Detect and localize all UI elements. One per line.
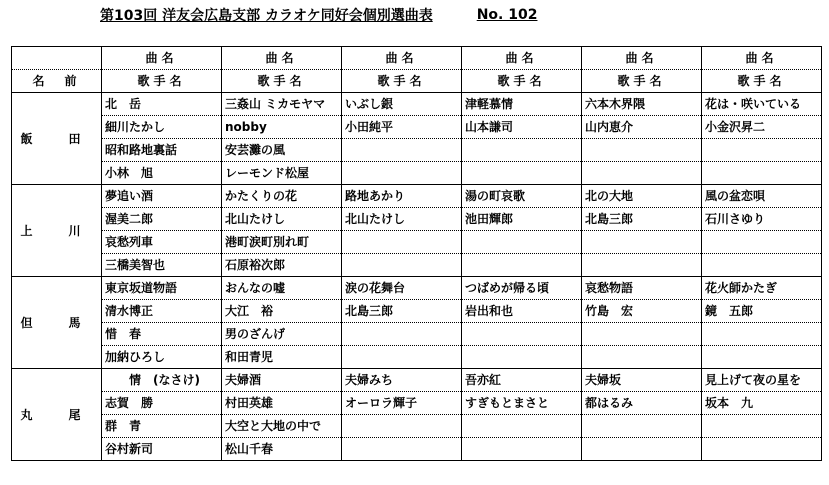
- singer-name-cell: 石川さゆり: [702, 208, 822, 231]
- document-title: 第103回 洋友会広島支部 カラオケ同好会個別選曲表: [100, 8, 433, 24]
- song-title-cell: 東京坂道物語: [102, 277, 222, 300]
- table-row: [12, 300, 822, 323]
- singer-name-cell: [582, 346, 702, 369]
- singer-name-cell: [702, 438, 822, 461]
- header-name-cell: 名 前: [12, 70, 102, 93]
- singer-name-cell: 山内恵介: [582, 116, 702, 139]
- song-title-cell: 哀愁物語: [582, 277, 702, 300]
- header-song-cell: 曲名: [222, 47, 342, 70]
- singer-name-cell: 三橋美智也: [102, 254, 222, 277]
- table-row: [12, 346, 822, 369]
- singer-name-cell: 鏡 五郎: [702, 300, 822, 323]
- document-title-row: [100, 4, 537, 26]
- song-title-cell: 花火師かたぎ: [702, 277, 822, 300]
- song-title-cell: [702, 139, 822, 162]
- singer-name-cell: [342, 254, 462, 277]
- song-title-cell: 夫婦みち: [342, 369, 462, 392]
- song-title-cell: 安芸灘の風: [222, 139, 342, 162]
- song-title-cell: [582, 231, 702, 254]
- song-title-cell: [702, 323, 822, 346]
- singer-name-cell: [702, 346, 822, 369]
- table-row: [12, 116, 822, 139]
- singer-name-cell: 細川たかし: [102, 116, 222, 139]
- header-blank-cell: [12, 47, 102, 70]
- singer-name-cell: 小田純平: [342, 116, 462, 139]
- song-title-cell: 花は・咲いている: [702, 93, 822, 116]
- singer-name-cell: 小林 旭: [102, 162, 222, 185]
- table-row: [12, 162, 822, 185]
- singer-name-cell: 小金沢昇二: [702, 116, 822, 139]
- table-row: [12, 277, 822, 300]
- singer-name-cell: 村田英雄: [222, 392, 342, 415]
- table-row: [12, 185, 822, 208]
- singer-name-cell: [462, 438, 582, 461]
- song-title-cell: かたくりの花: [222, 185, 342, 208]
- header-row-singer: [12, 70, 822, 93]
- header-song-cell: 曲名: [582, 47, 702, 70]
- song-title-cell: 津軽慕情: [462, 93, 582, 116]
- singer-name-cell: [702, 162, 822, 185]
- singer-name-cell: 松山千春: [222, 438, 342, 461]
- singer-name-cell: [462, 162, 582, 185]
- song-title-cell: 哀愁列車: [102, 231, 222, 254]
- singer-name-cell: [462, 254, 582, 277]
- singer-name-cell: 渥美二郎: [102, 208, 222, 231]
- header-singer-cell: 歌手名: [222, 70, 342, 93]
- song-title-cell: [702, 231, 822, 254]
- song-title-cell: 男のざんげ: [222, 323, 342, 346]
- singer-name-cell: 池田輝郎: [462, 208, 582, 231]
- song-title-cell: [582, 415, 702, 438]
- song-title-cell: 涙の花舞台: [342, 277, 462, 300]
- header-row-song: [12, 47, 822, 70]
- song-title-cell: 夫婦坂: [582, 369, 702, 392]
- song-title-cell: おんなの嘘: [222, 277, 342, 300]
- singer-name-cell: [342, 438, 462, 461]
- singer-name-cell: 坂本 九: [702, 392, 822, 415]
- singer-name-cell: 岩出和也: [462, 300, 582, 323]
- singer-name-cell: 北山たけし: [342, 208, 462, 231]
- member-name-cell: 丸 尾: [12, 369, 102, 461]
- singer-name-cell: 北山たけし: [222, 208, 342, 231]
- singer-name-cell: 志賀 勝: [102, 392, 222, 415]
- song-title-cell: [702, 415, 822, 438]
- song-title-cell: [342, 139, 462, 162]
- table-row: [12, 323, 822, 346]
- singer-name-cell: すぎもとまさと: [462, 392, 582, 415]
- singer-name-cell: レーモンド松屋: [222, 162, 342, 185]
- song-title-cell: 北の大地: [582, 185, 702, 208]
- song-title-cell: 大空と大地の中で: [222, 415, 342, 438]
- table-row: [12, 208, 822, 231]
- table-row: [12, 415, 822, 438]
- song-title-cell: つばめが帰る頃: [462, 277, 582, 300]
- singer-name-cell: [342, 162, 462, 185]
- song-title-cell: [342, 323, 462, 346]
- song-selection-table: [11, 46, 822, 461]
- singer-name-cell: 都はるみ: [582, 392, 702, 415]
- song-title-cell: [582, 139, 702, 162]
- song-title-cell: 吾亦紅: [462, 369, 582, 392]
- singer-name-cell: [582, 438, 702, 461]
- song-title-cell: 六本木界隈: [582, 93, 702, 116]
- song-title-cell: 三姦山 ミカモヤマ: [222, 93, 342, 116]
- singer-name-cell: 谷村新司: [102, 438, 222, 461]
- song-title-cell: [462, 415, 582, 438]
- singer-name-cell: 清水博正: [102, 300, 222, 323]
- singer-name-cell: [462, 346, 582, 369]
- table-row: [12, 369, 822, 392]
- member-name-cell: 上 川: [12, 185, 102, 277]
- song-title-cell: [462, 231, 582, 254]
- song-title-cell: 港町涙町別れ町: [222, 231, 342, 254]
- document-number: No. 102: [476, 7, 538, 23]
- singer-name-cell: [582, 254, 702, 277]
- song-title-cell: 群 青: [102, 415, 222, 438]
- singer-name-cell: [582, 162, 702, 185]
- singer-name-cell: 大江 裕: [222, 300, 342, 323]
- song-title-cell: [342, 231, 462, 254]
- member-name-cell: 飯 田: [12, 93, 102, 185]
- song-title-cell: [462, 139, 582, 162]
- singer-name-cell: 北島三郎: [582, 208, 702, 231]
- header-singer-cell: 歌手名: [102, 70, 222, 93]
- table-row: [12, 254, 822, 277]
- singer-name-cell: 山本謙司: [462, 116, 582, 139]
- table-row: [12, 139, 822, 162]
- song-title-cell: [462, 323, 582, 346]
- song-title-cell: 夫婦酒: [222, 369, 342, 392]
- singer-name-cell: 石原裕次郎: [222, 254, 342, 277]
- header-song-cell: 曲名: [462, 47, 582, 70]
- singer-name-cell: 加納ひろし: [102, 346, 222, 369]
- header-song-cell: 曲名: [102, 47, 222, 70]
- song-title-cell: 夢追い酒: [102, 185, 222, 208]
- singer-name-cell: 竹島 宏: [582, 300, 702, 323]
- singer-name-cell: オーロラ輝子: [342, 392, 462, 415]
- header-song-cell: 曲名: [702, 47, 822, 70]
- member-name-cell: 但 馬: [12, 277, 102, 369]
- header-singer-cell: 歌手名: [342, 70, 462, 93]
- table-row: [12, 231, 822, 254]
- header-singer-cell: 歌手名: [582, 70, 702, 93]
- header-singer-cell: 歌手名: [462, 70, 582, 93]
- table-row: [12, 392, 822, 415]
- singer-name-cell: 北島三郎: [342, 300, 462, 323]
- song-title-cell: 湯の町哀歌: [462, 185, 582, 208]
- singer-name-cell: 和田青児: [222, 346, 342, 369]
- song-title-cell: 惜 春: [102, 323, 222, 346]
- song-title-cell: 情 (なさけ): [102, 369, 222, 392]
- song-title-cell: [582, 323, 702, 346]
- song-title-cell: 見上げて夜の星を: [702, 369, 822, 392]
- singer-name-cell: [702, 254, 822, 277]
- singer-name-cell: nobby: [222, 116, 342, 139]
- header-singer-cell: 歌手名: [702, 70, 822, 93]
- song-title-cell: 路地あかり: [342, 185, 462, 208]
- song-title-cell: 昭和路地裏話: [102, 139, 222, 162]
- song-title-cell: [342, 415, 462, 438]
- song-title-cell: 北 岳: [102, 93, 222, 116]
- table-row: [12, 93, 822, 116]
- header-song-cell: 曲名: [342, 47, 462, 70]
- singer-name-cell: [342, 346, 462, 369]
- song-title-cell: いぶし銀: [342, 93, 462, 116]
- song-title-cell: 風の盆恋唄: [702, 185, 822, 208]
- table-row: [12, 438, 822, 461]
